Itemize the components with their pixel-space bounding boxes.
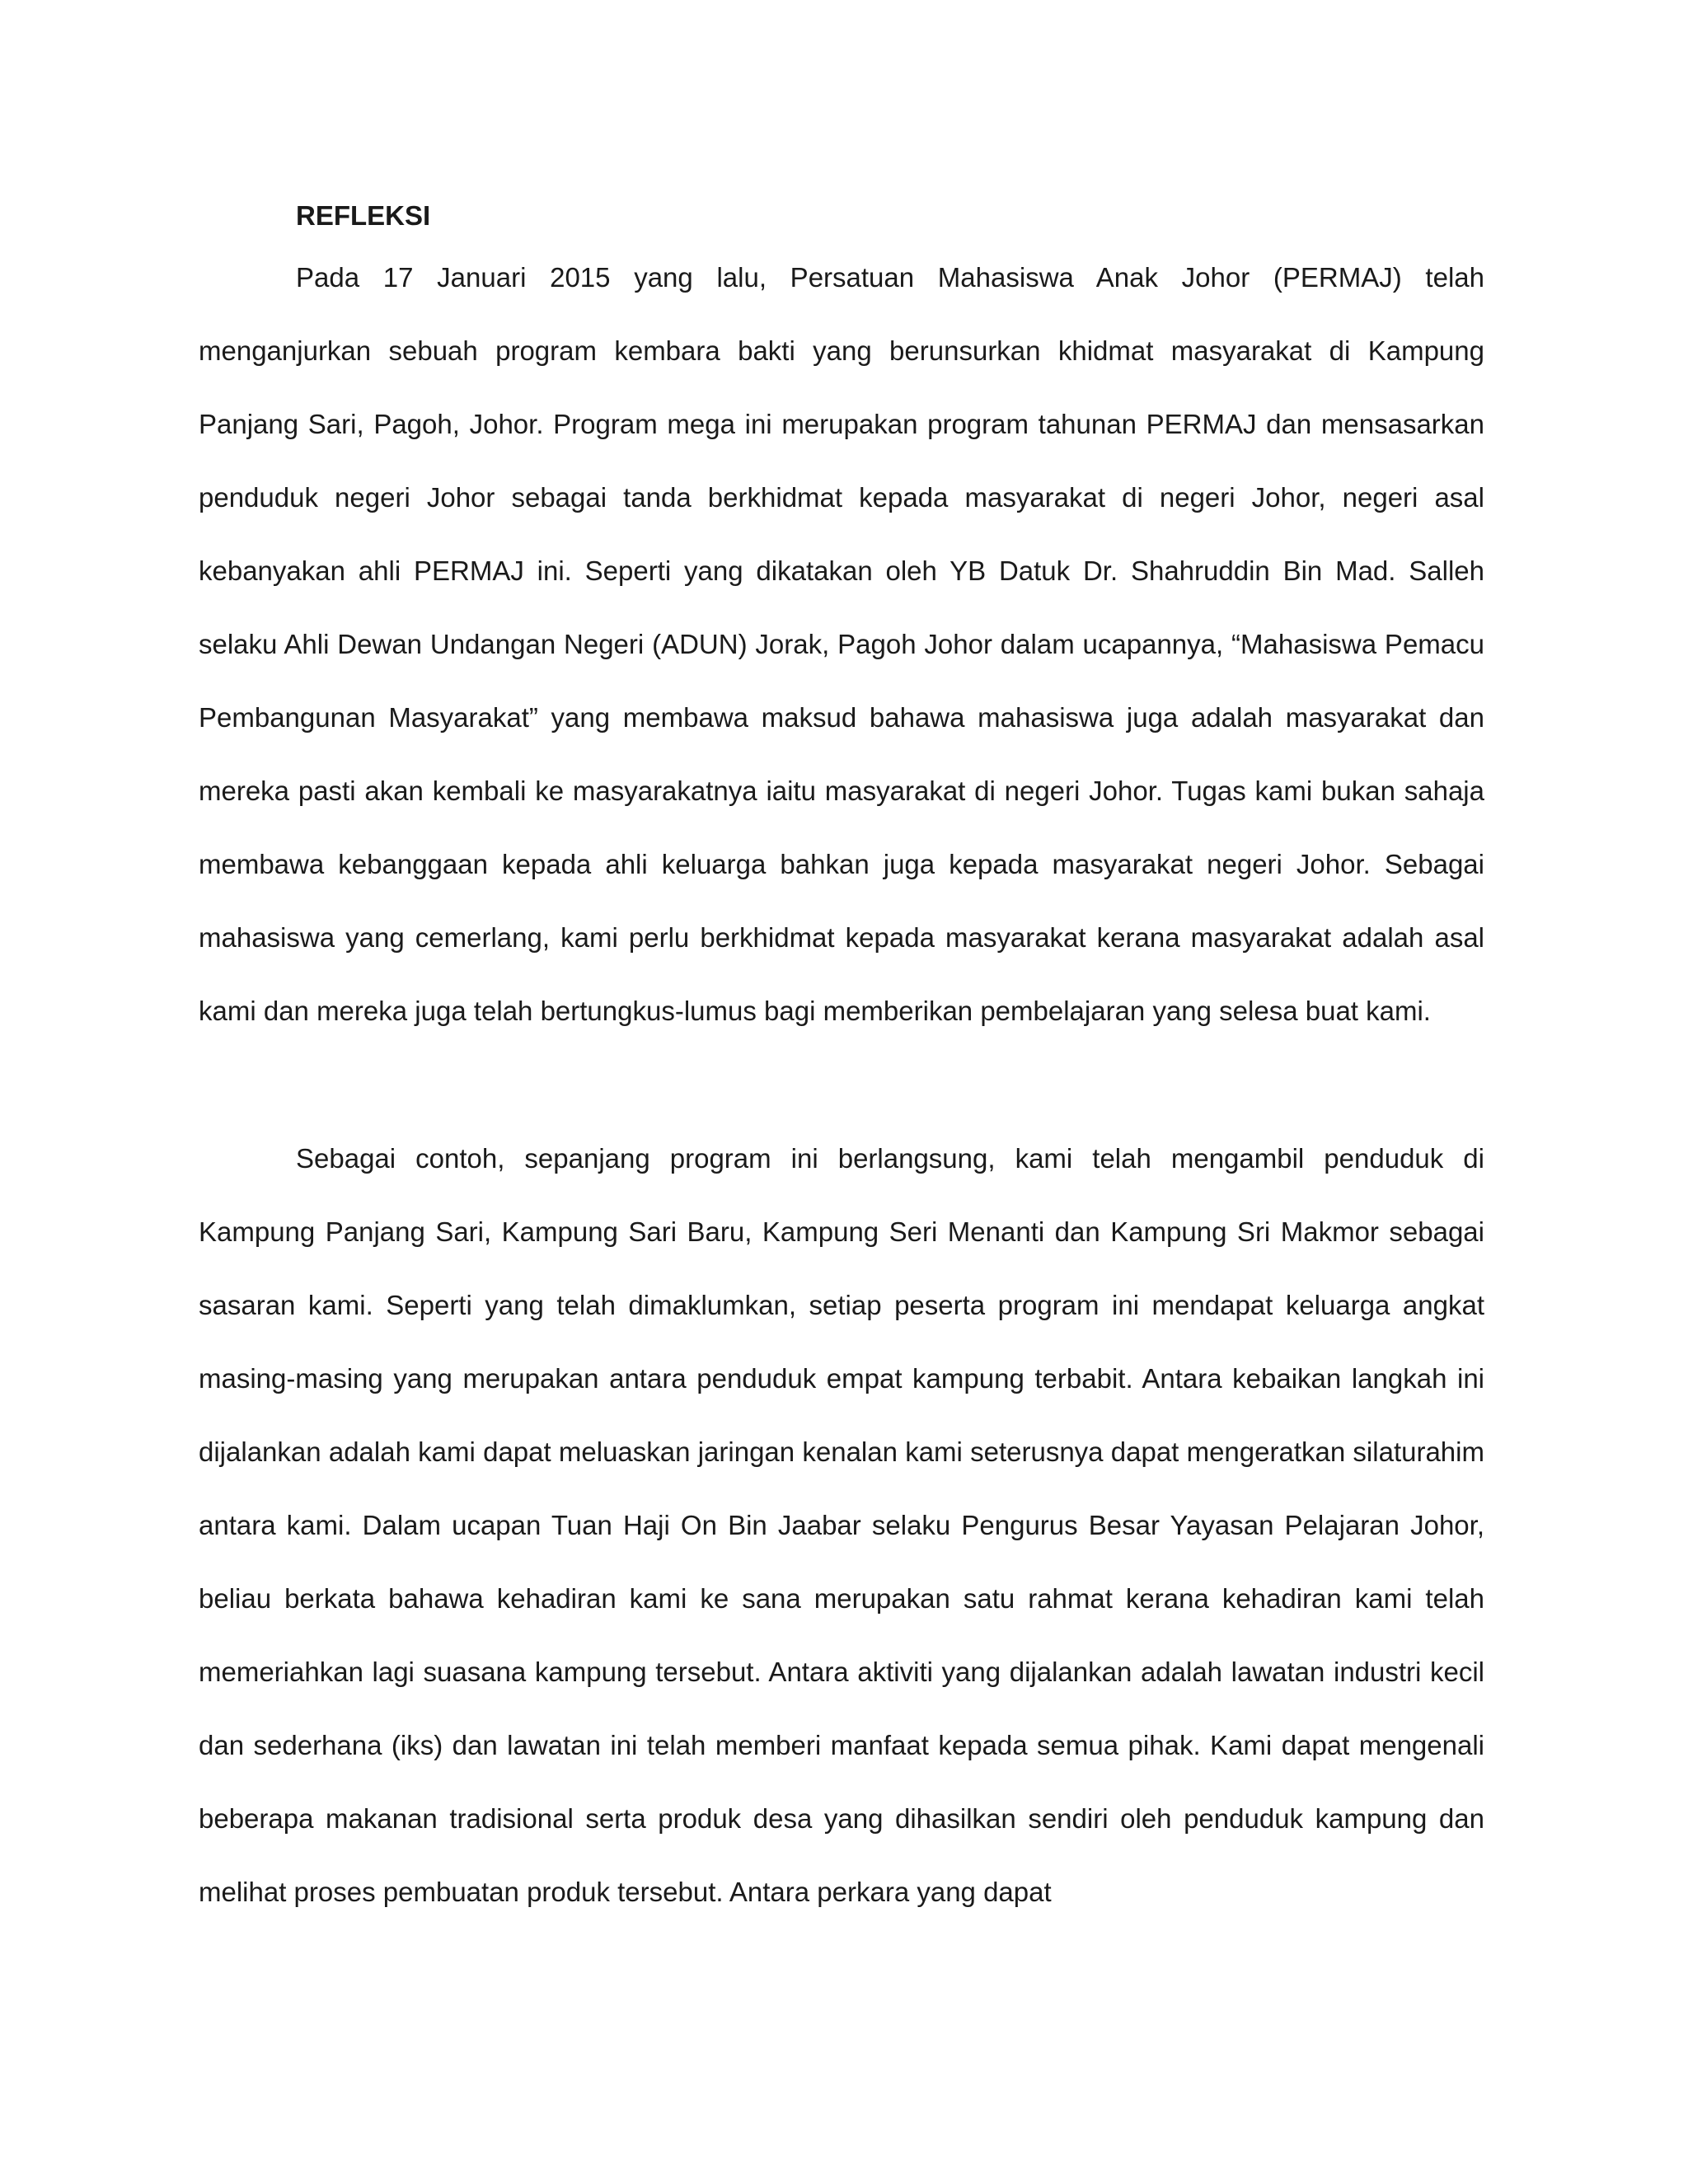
page-title: REFLEKSI <box>296 200 431 231</box>
paragraph-2: Sebagai contoh, sepanjang program ini berlangsung, kami telah mengambil penduduk di Kampung Panjang Sari, Kampung Sari Baru, Kampung Seri Menanti dan Kampung Sri Makmor sebagai sasaran kami. Seperti yang telah dimaklumkan, setiap peserta program ini mendapat keluarga angkat masing-masing yang merupakan antara penduduk empat kampung terbabit. Antara kebaikan langkah ini dijalankan adalah kami dapat meluaskan jaringan kenalan kami seterusnya dapat mengeratkan silaturahim antara kami. Dalam ucapan Tuan Haji On Bin Jaabar selaku Pengurus Besar Yayasan Pelajaran Johor, beliau berkata bahawa kehadiran kami ke sana merupakan satu rahmat kerana kehadiran kami telah memeriahkan lagi suasana kampung tersebut. Antara aktiviti yang dijalankan adalah lawatan industri kecil dan sederhana (iks) dan lawatan ini telah memberi manfaat kepada semua pihak. Kami dapat mengenali beberapa makanan tradisional serta produk desa yang dihasilkan sendiri oleh penduduk kampung dan melihat proses pembuatan produk tersebut. Antara perkara yang dapat <box>199 1143 1484 1907</box>
paragraph-1: Pada 17 Januari 2015 yang lalu, Persatuan Mahasiswa Anak Johor (PERMAJ) telah menganjurkan sebuah program kembara bakti yang berunsurkan khidmat masyarakat di Kampung Panjang Sari, Pagoh, Johor. Program mega ini merupakan program tahunan PERMAJ dan mensasarkan penduduk negeri Johor sebagai tanda berkhidmat kepada masyarakat di negeri Johor, negeri asal kebanyakan ahli PERMAJ ini. Seperti yang dikatakan oleh YB Datuk Dr. Shahruddin Bin Mad. Salleh selaku Ahli Dewan Undangan Negeri (ADUN) Jorak, Pagoh Johor dalam ucapannya, “Mahasiswa Pemacu Pembangunan Masyarakat” yang membawa maksud bahawa mahasiswa juga adalah masyarakat dan mereka pasti akan kembali ke masyarakatnya iaitu masyarakat di negeri Johor. Tugas kami bukan sahaja membawa kebanggaan kepada ahli keluarga bahkan juga kepada masyarakat negeri Johor. Sebagai mahasiswa yang cemerlang, kami perlu berkhidmat kepada masyarakat kerana masyarakat adalah asal kami dan mereka juga telah bertungkus-lumus bagi memberikan pembelajaran yang selesa buat kami. <box>199 262 1484 1026</box>
document-body <box>199 191 1484 1929</box>
